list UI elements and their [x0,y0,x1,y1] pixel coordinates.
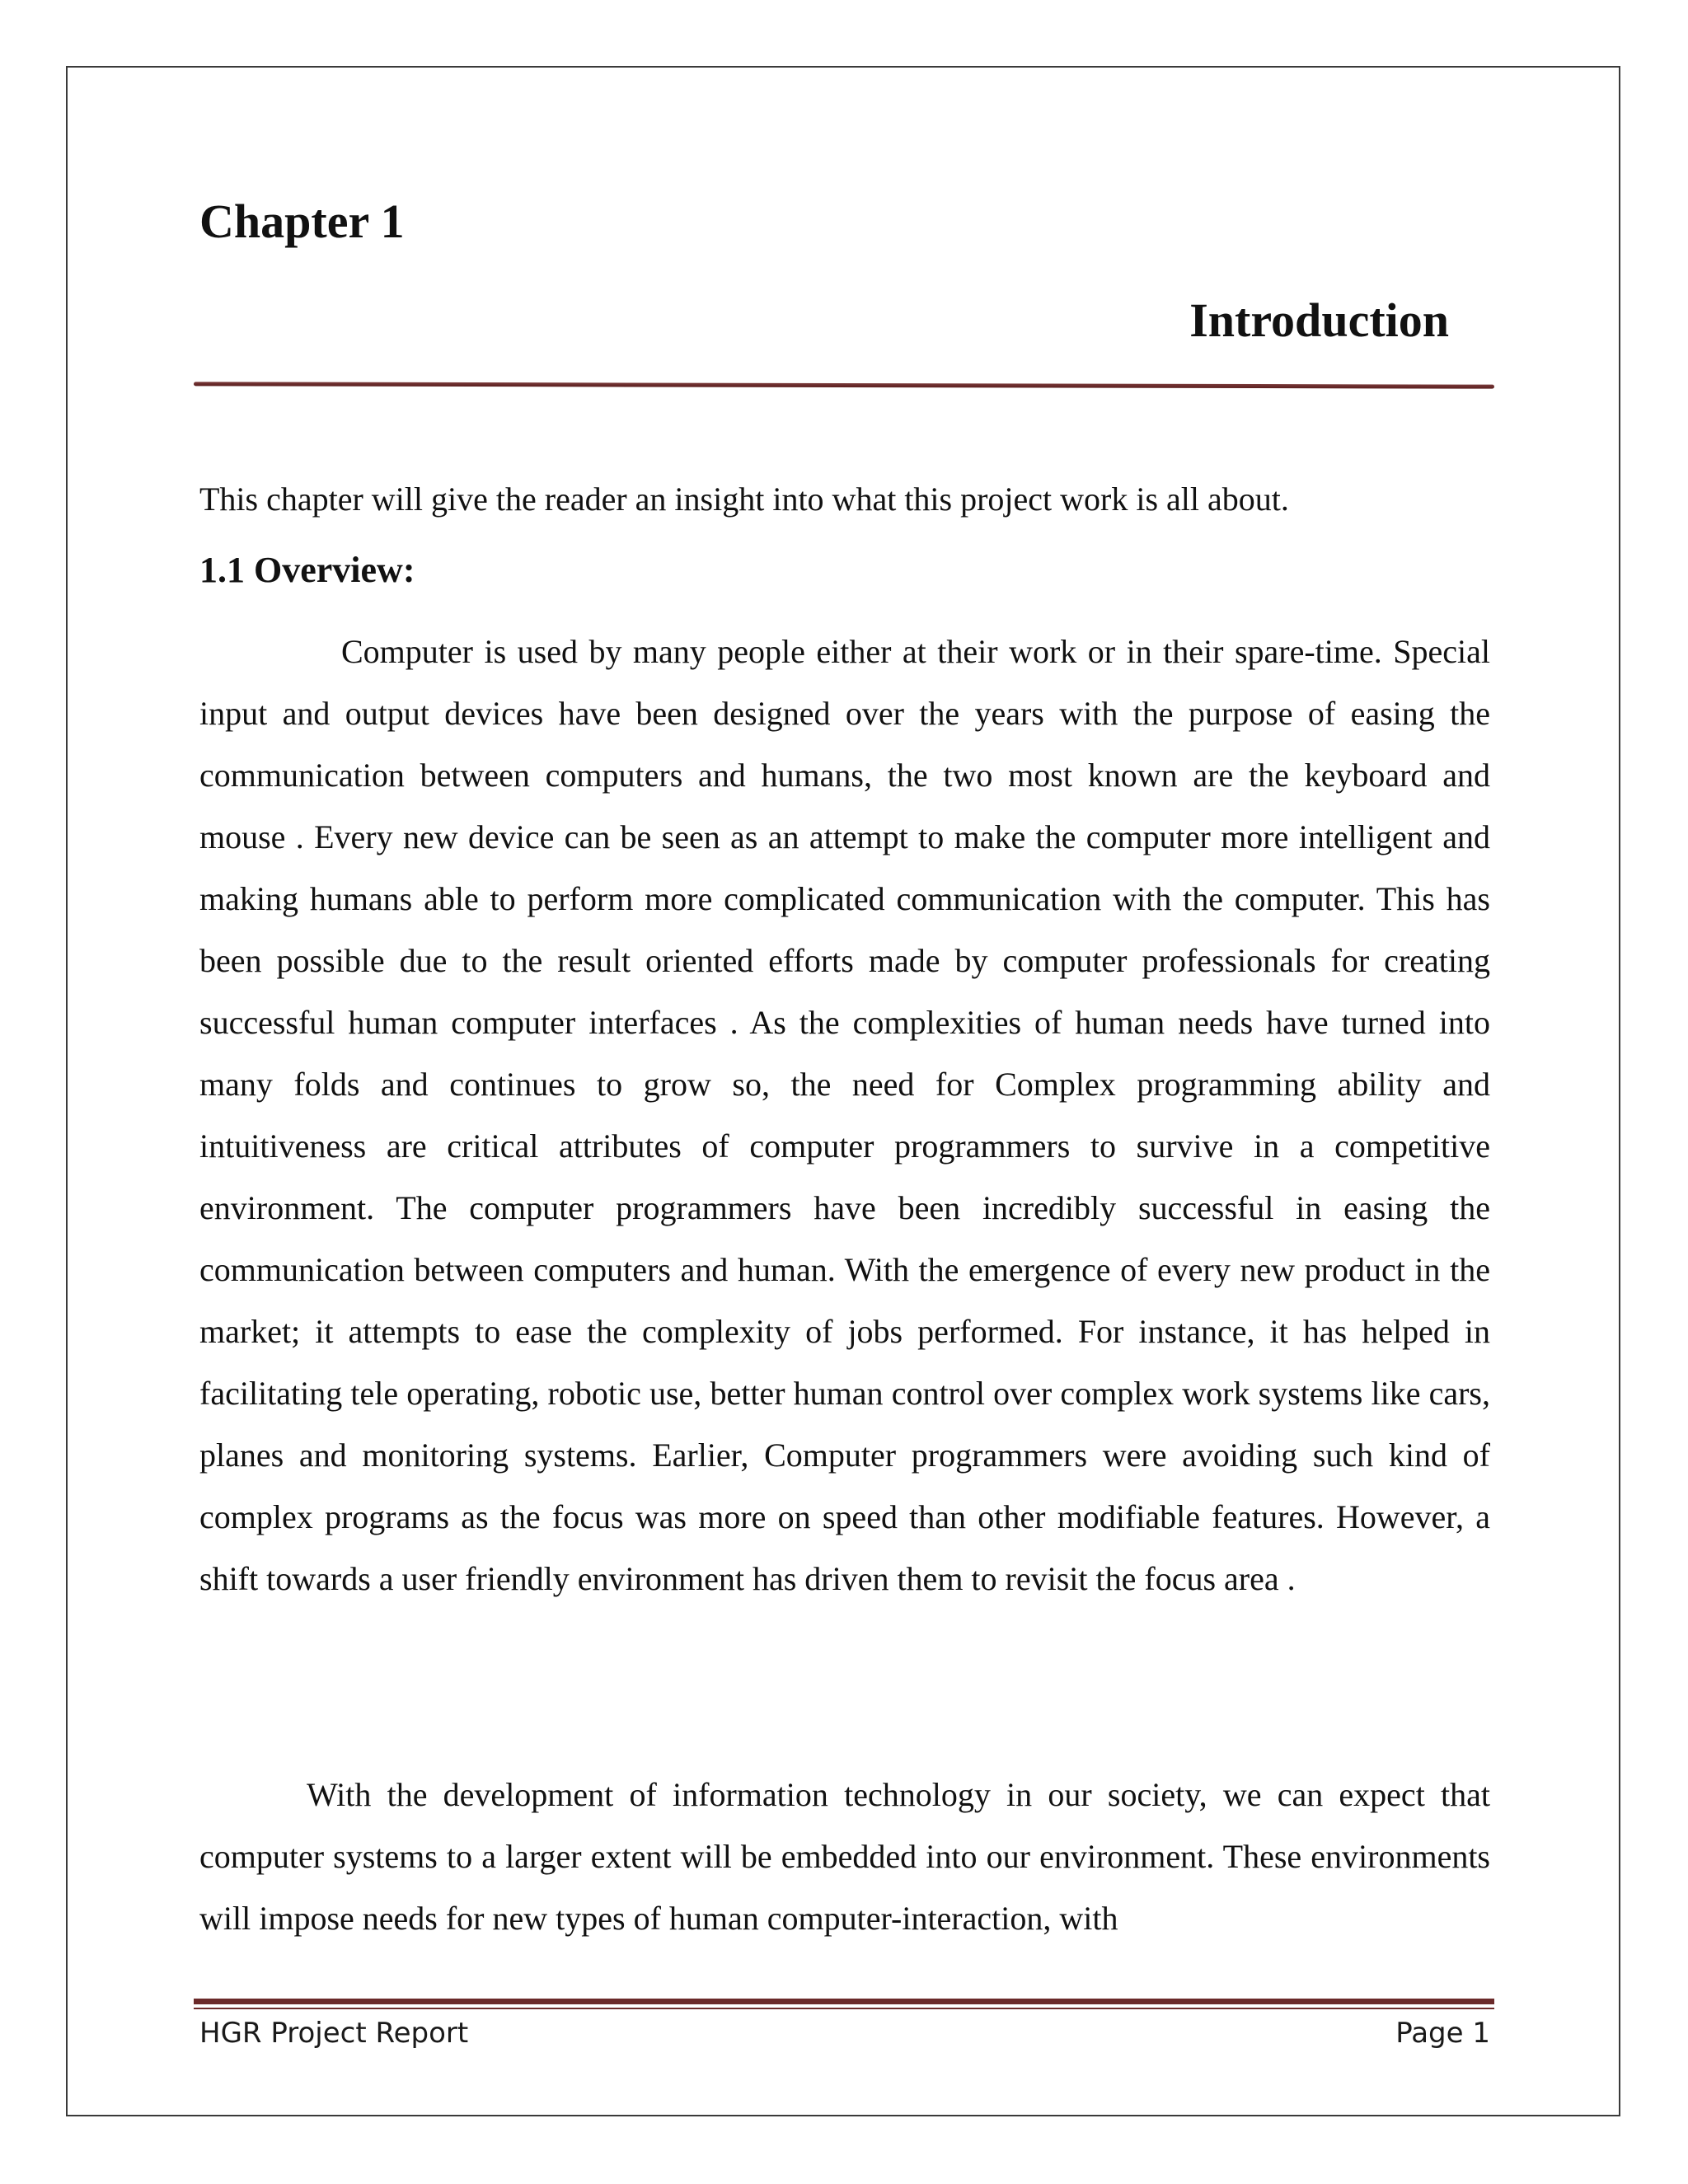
chapter-label: Chapter 1 [199,194,405,248]
section-heading: 1.1 Overview: [199,550,415,590]
intro-sentence: This chapter will give the reader an insight into what this project work is all about. [199,480,1289,518]
chapter-title: Introduction [1189,293,1449,347]
overview-paragraph-2: With the development of information technology in our society, we can expect that computer systems to a larger extent will be embedded into our environment. These environments will impose needs for new types of human computer-interaction, with [199,1776,1490,1937]
footer-page-number: Page 1 [1395,2017,1490,2050]
footer-report-title: HGR Project Report [199,2017,469,2050]
footer-divider-thin [194,2008,1494,2009]
overview-paragraph-1: Computer is used by many people either at their work or in their spare-time. Special input and output devices have been designed over the years with the purpose of easing the communication between computers and humans, the two most known are the keyboard and mouse . Every new device can be seen as an attempt to make the computer more intelligent and making humans able to perform more complicated communication with the computer. This has been possible due to the result oriented efforts made by computer professionals for creating successful human computer interfaces . As the complexities of human needs have turned into many folds and continues to grow so, the need for Complex programming ability and intuitiveness are critical attributes of computer programmers to survive in a competitive environment. The computer programmers have been incredibly successful in easing the communication between computers and human. With the emergence of every new product in the market; it attempts to ease the complexity of jobs performed. For instance, it has helped in facilitating tele operating, robotic use, better human control over complex work systems like cars, planes and monitoring systems. Earlier, Computer programmers were avoiding such kind of complex programs as the focus was more on speed than other modifiable features. However, a shift towards a user friendly environment has driven them to revisit the focus area . [199,633,1490,1597]
footer-divider-thick [194,1999,1494,2004]
